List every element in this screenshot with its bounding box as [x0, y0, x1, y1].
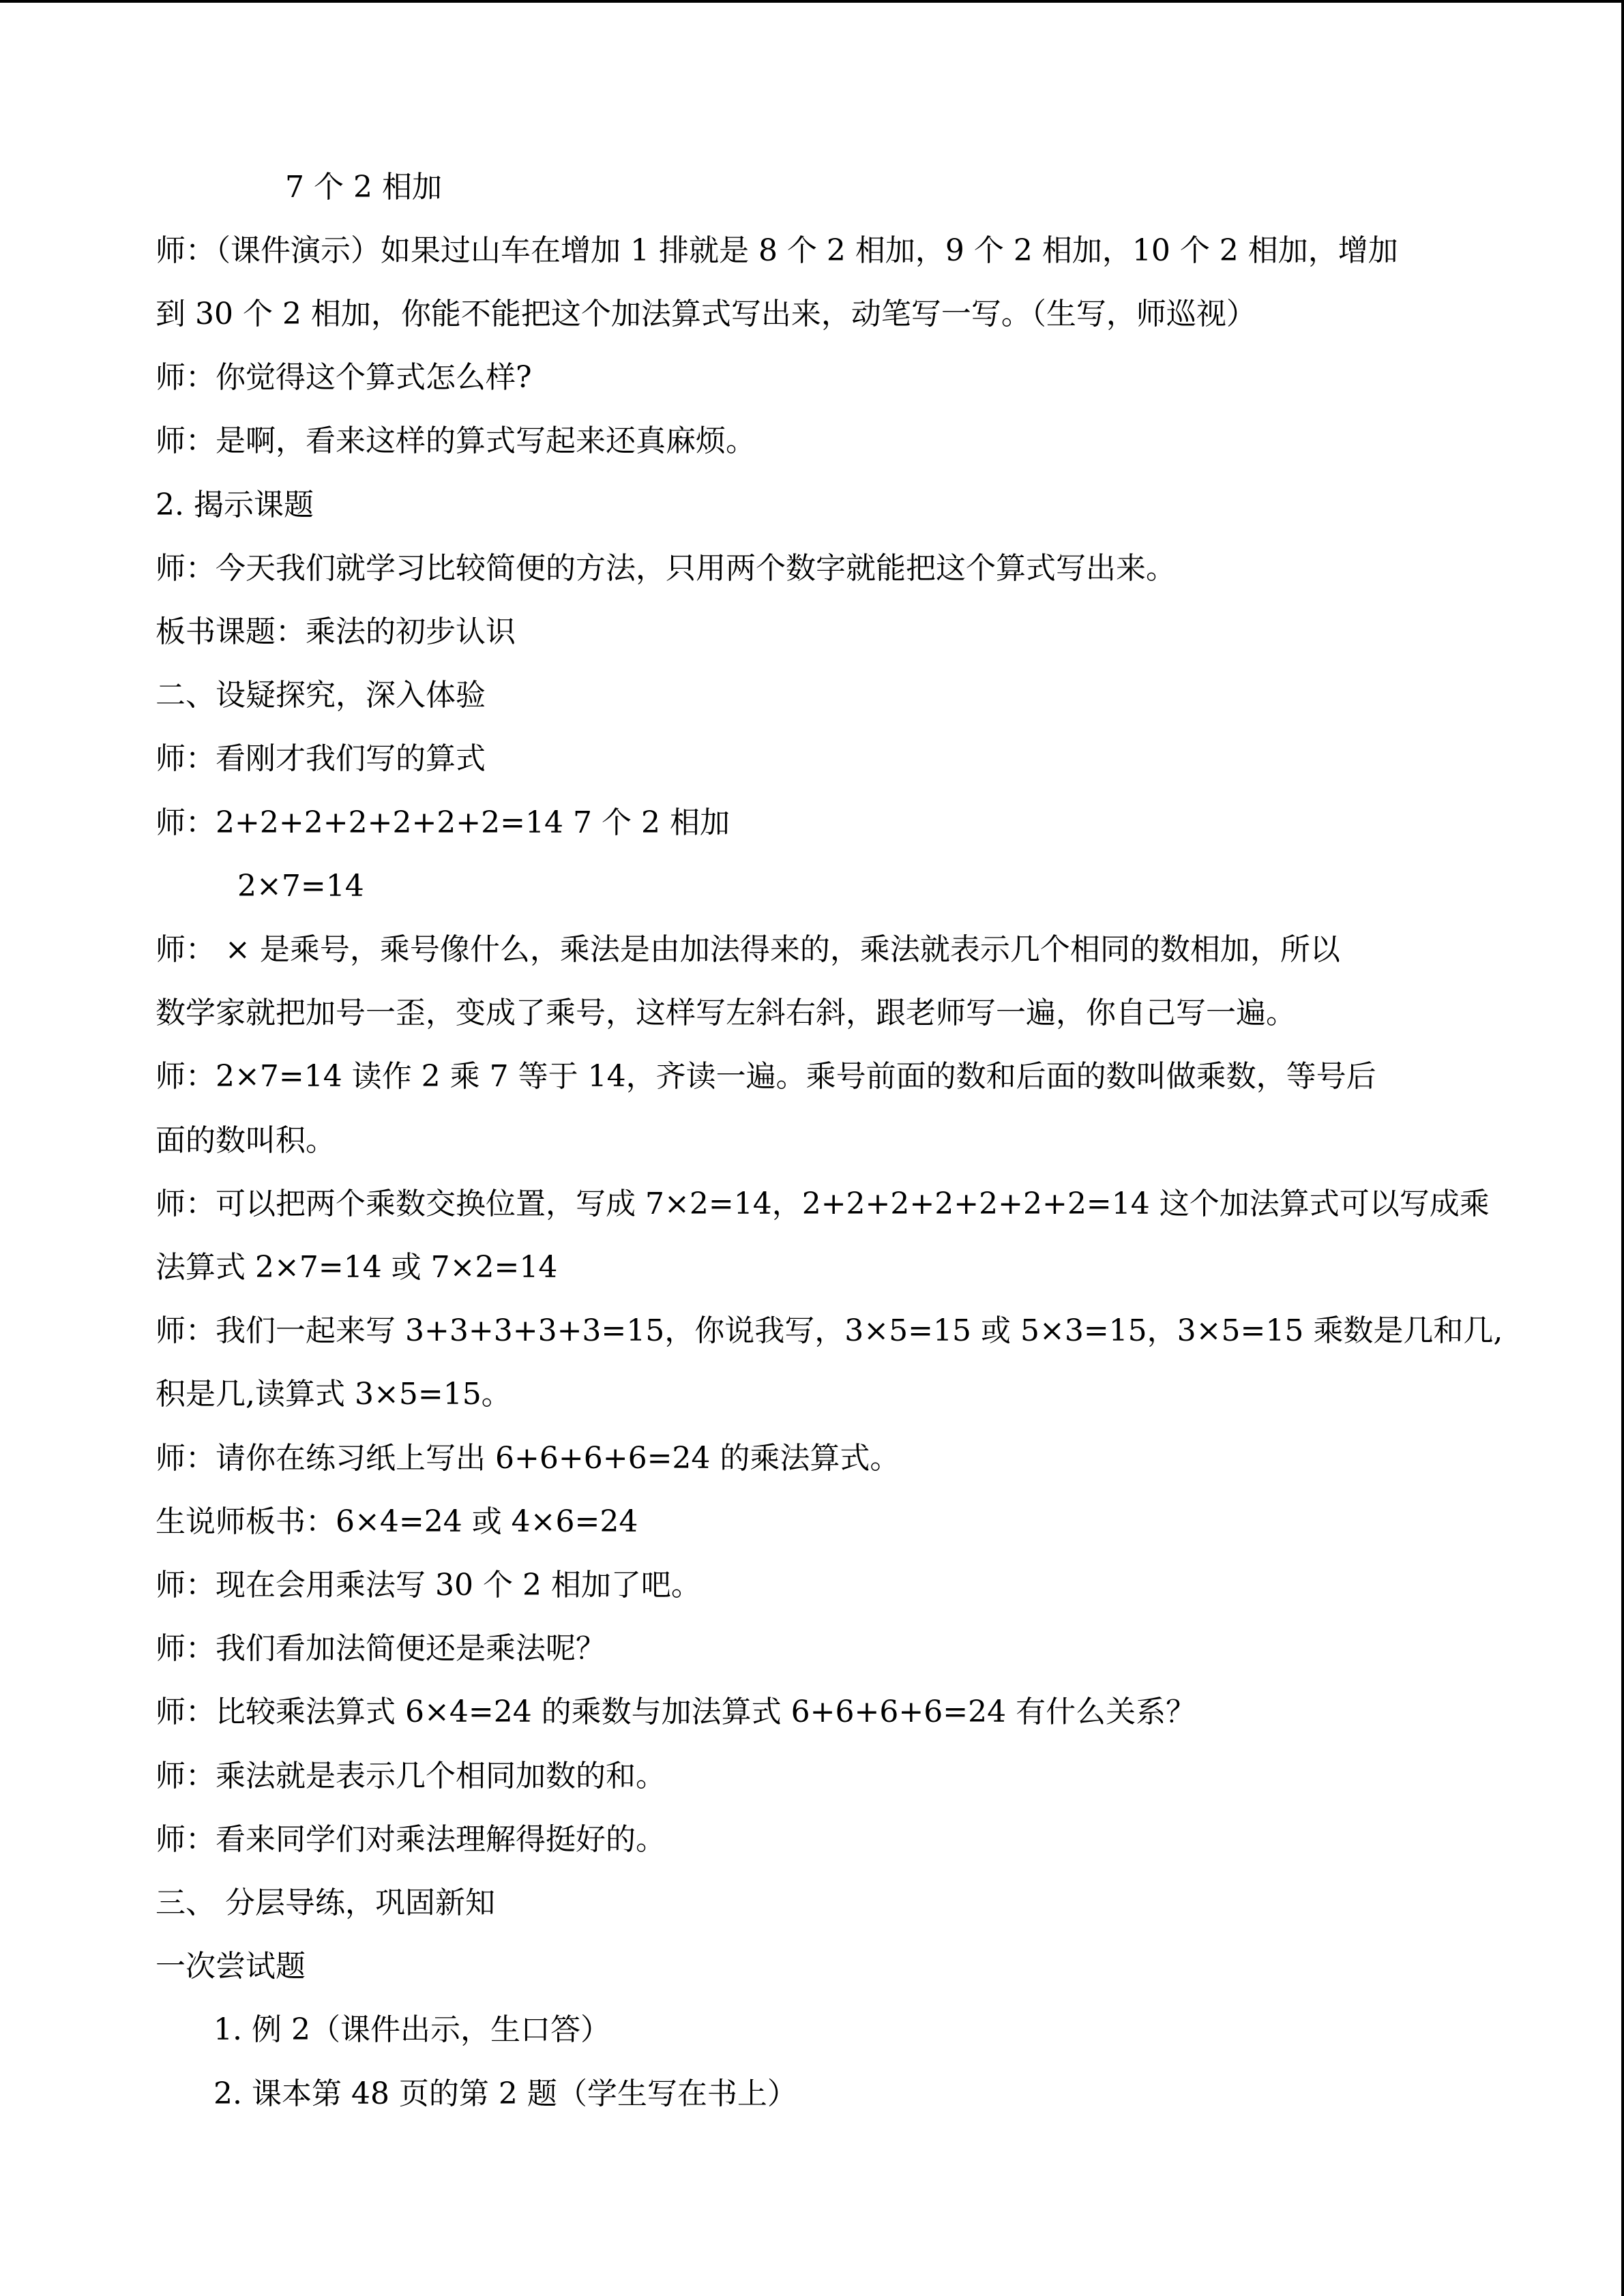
text-line: 师：可以把两个乘数交换位置，写成 7×2=14，2+2+2+2+2+2+2=14 这个加法算式可以写成乘	[156, 1187, 1490, 1221]
section-heading: 2. 揭示课题	[156, 488, 314, 522]
text-line: 一次尝试题	[156, 1949, 306, 1984]
text-line: 师：今天我们就学习比较简便的方法，只用两个数字就能把这个算式写出来。	[156, 551, 1176, 586]
text-line: 师：比较乘法算式 6×4=24 的乘数与加法算式 6+6+6+6=24 有什么关系？	[156, 1695, 1196, 1729]
text-line: 师：乘法就是表示几个相同加数的和。	[156, 1759, 666, 1793]
text-line: 师：我们一起来写 3+3+3+3+3=15，你说我写，3×5=15 或 5×3=15，3×5=15 乘数是几和几,	[156, 1313, 1503, 1348]
text-line: 法算式 2×7=14 或 7×2=14	[156, 1250, 558, 1285]
text-line: 师：现在会用乘法写 30 个 2 相加了吧。	[156, 1568, 701, 1602]
list-item: 2. 课本第 48 页的第 2 题（学生写在书上）	[213, 2076, 797, 2111]
section-heading: 三、 分层导练，巩固新知	[156, 1885, 495, 1920]
text-line: 师：看刚才我们写的算式	[156, 741, 486, 776]
text-line: 面的数叫积。	[156, 1123, 336, 1158]
list-item: 1. 例 2（课件出示，生口答）	[213, 2012, 610, 2047]
text-line: 数学家就把加号一歪，变成了乘号，这样写左斜右斜，跟老师写一遍，你自己写一遍。	[156, 996, 1296, 1030]
section-heading: 二、设疑探究，深入体验	[156, 678, 486, 713]
text-line: 7 个 2 相加	[285, 170, 442, 205]
text-line: 师：我们看加法简便还是乘法呢？	[156, 1631, 606, 1666]
text-line: 板书课题：乘法的初步认识	[156, 614, 516, 649]
text-line: 师：（课件演示）如果过山车在增加 1 排就是 8 个 2 相加，9 个 2 相加，10 个 2 相加，增加	[156, 233, 1398, 268]
page-top-border	[0, 0, 1624, 3]
text-line: 师：是啊，看来这样的算式写起来还真麻烦。	[156, 423, 756, 458]
text-line: 师：请你在练习纸上写出 6+6+6+6=24 的乘法算式。	[156, 1441, 900, 1476]
text-line: 师：看来同学们对乘法理解得挺好的。	[156, 1822, 666, 1857]
formula-line: 2×7=14	[237, 869, 364, 904]
text-line: 师： × 是乘号，乘号像什么，乘法是由加法得来的，乘法就表示几个相同的数相加，所以	[156, 932, 1340, 967]
text-line: 到 30 个 2 相加，你能不能把这个加法算式写出来，动笔写一写。（生写，师巡视）	[156, 297, 1256, 331]
text-line: 生说师板书：6×4=24 或 4×6=24	[156, 1504, 638, 1539]
text-line: 师：2+2+2+2+2+2+2=14 7 个 2 相加	[156, 805, 730, 840]
page-right-border	[1621, 0, 1624, 2296]
text-line: 积是几,读算式 3×5=15。	[156, 1377, 512, 1412]
text-line: 师：你觉得这个算式怎么样?	[156, 360, 532, 395]
text-line: 师：2×7=14 读作 2 乘 7 等于 14，齐读一遍。乘号前面的数和后面的数叫做乘数，等号后	[156, 1059, 1376, 1094]
